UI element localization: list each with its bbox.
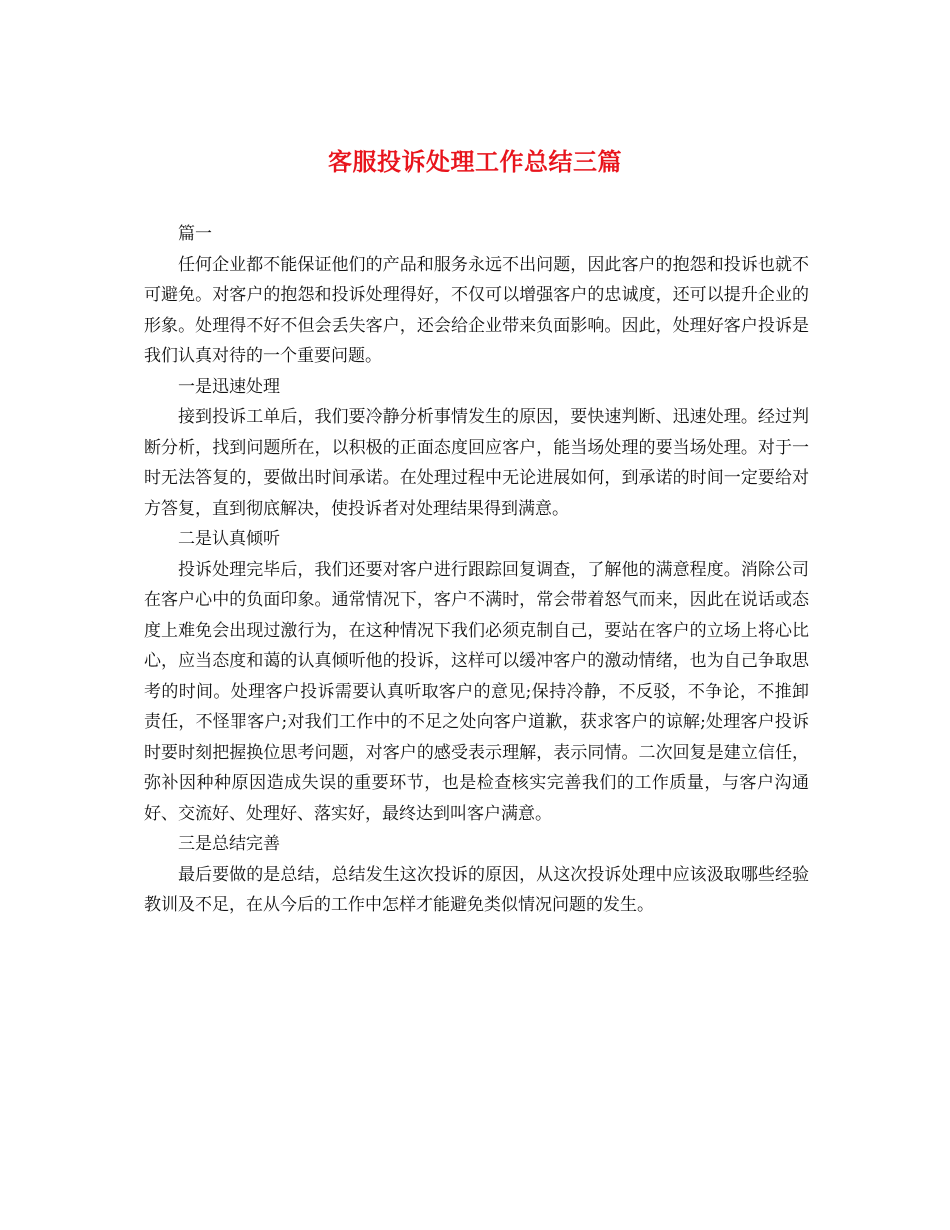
careful-listening-paragraph: 投诉处理完毕后，我们还要对客户进行跟踪回复调查，了解他的满意程度。消除公司在客户心中的负面印象。通常情况下，客户不满时，常会带着怒气而来，因此在说话或态度上难免会出现过激行为，在这种情况下我们必须克制自己，要站在客户的立场上将心比心，应当态度和蔼的认真倾听他的投诉，这样可以缓冲客户的激动情绪，也为自己争取思考的时间。处理客户投诉需要认真听取客户的意见;保持冷静，不反驳，不争论，不推卸责任，不怪罪客户;对我们工作中的不足之处向客户道歉，获求客户的谅解;处理客户投诉时要时刻把握换位思考问题，对客户的感受表示理解，表示同情。二次回复是建立信任，弥补因种种原因造成失误的重要环节，也是检查核实完善我们的工作质量，与客户沟通好、交流好、处理好、落实好，最终达到叫客户满意。: [144, 559, 809, 824]
intro-paragraph: 任何企业都不能保证他们的产品和服务永远不出问题，因此客户的抱怨和投诉也就不可避免。对客户的抱怨和投诉处理得好，不仅可以增强客户的忠诚度，还可以提升企业的形象。处理得不好不但会丢失客户，还会给企业带来负面影响。因此，处理好客户投诉是我们认真对待的一个重要问题。: [144, 254, 809, 366]
section-heading-quick-handling: 一是迅速处理: [178, 376, 280, 397]
summary-paragraph: 最后要做的是总结，总结发生这次投诉的原因，从这次投诉处理中应该汲取哪些经验教训及不足，在从今后的工作中怎样才能避免类似情况问题的发生。: [144, 864, 809, 915]
section-heading-part-one: 篇一: [178, 224, 212, 244]
document-title: 客服投诉处理工作总结三篇: [328, 147, 622, 176]
section-heading-summary: 三是总结完善: [178, 834, 280, 854]
quick-handling-paragraph: 接到投诉工单后，我们要冷静分析事情发生的原因，要快速判断、迅速处理。经过判断分析，找到问题所在，以积极的正面态度回应客户，能当场处理的要当场处理。对于一时无法答复的，要做出时间承诺。在处理过程中无论进展如何，到承诺的时间一定要给对方答复，直到彻底解决，使投诉者对处理结果得到满意。: [144, 407, 809, 519]
document-body: [144, 219, 809, 921]
section-heading-careful-listening: 二是认真倾听: [178, 529, 280, 549]
